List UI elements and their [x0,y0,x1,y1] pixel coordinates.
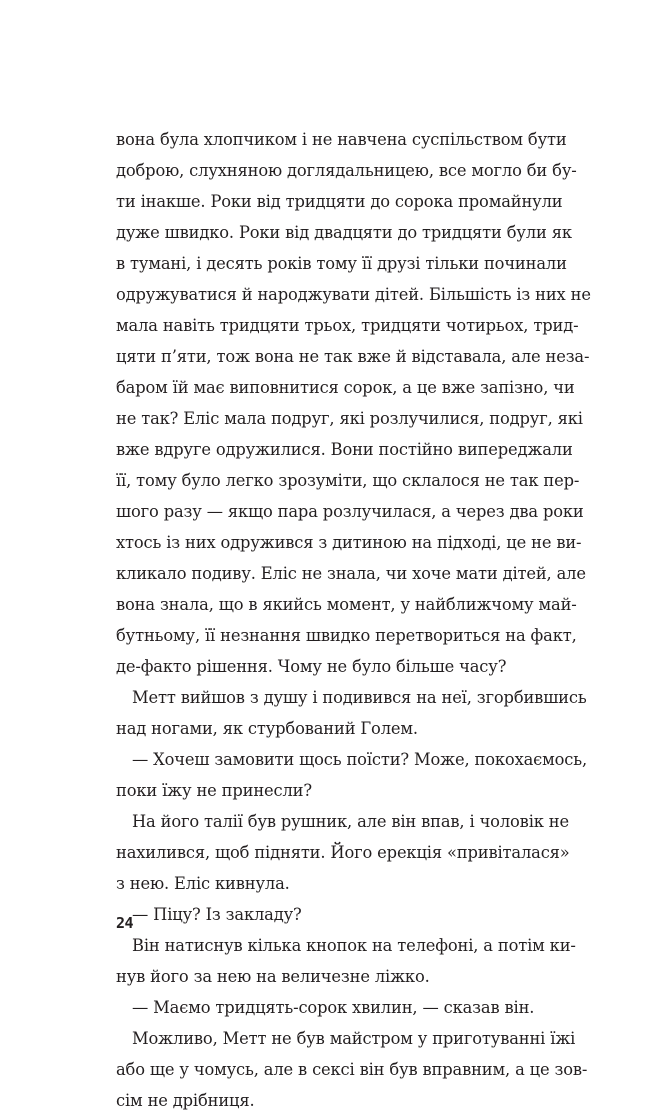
text-line: одружуватися й народжувати дітей. Більшість із них не [116,285,591,304]
text-line: над ногами, як стурбований Голем. [116,719,418,738]
text-line: Він натиснув кілька кнопок на телефоні, а потім ки- [132,936,576,955]
text-line: Можливо, Метт не був майстром у приготуванні їжі [132,1029,576,1048]
text-line: де-факто рішення. Чому не було більше часу? [116,657,507,676]
text-line: вона знала, що в якийсь момент, у найближчому май- [116,595,577,614]
text-line: цяти п’яти, тож вона не так вже й відставала, але неза- [116,347,590,366]
text-line: ти інакше. Роки від тридцяти до сорока промайнули [116,192,563,211]
text-line: На його талії був рушник, але він впав, і чоловік не [132,812,569,831]
text-line: кликало подиву. Еліс не знала, чи хоче мати дітей, але [116,564,586,583]
text-line: — Хочеш замовити щось поїсти? Може, покохаємось, [132,750,588,769]
text-line: баром їй має виповнитися сорок, а це вже запізно, чи [116,378,575,397]
text-line: з нею. Еліс кивнула. [116,874,290,893]
body-text [116,124,591,1116]
text-line: доброю, слухняною доглядальницею, все могло би бу- [116,161,577,180]
text-line: нахилився, щоб підняти. Його ерекція «привіталася» [116,843,570,862]
text-line: мала навіть тридцяти трьох, тридцяти чотирьох, трид- [116,316,579,335]
text-line: Метт вийшов з душу і подивився на неї, згорбившись [132,688,587,707]
text-line: сім не дрібниця. [116,1091,255,1110]
text-line: нув його за нею на величезне ліжко. [116,967,430,986]
text-line: дуже швидко. Роки від двадцяти до тридцяти були як [116,223,572,242]
text-line: в тумані, і десять років тому її друзі тільки починали [116,254,567,273]
text-line: поки їжу не принесли? [116,781,312,800]
text-line: не так? Еліс мала подруг, які розлучилися, подруг, які [116,409,583,428]
text-line: вона була хлопчиком і не навчена суспільством бути [116,130,567,149]
text-line: — Маємо тридцять-сорок хвилин, — сказав він. [132,998,535,1017]
text-line: вже вдруге одружилися. Вони постійно випереджали [116,440,573,459]
text-line: — Піцу? Із закладу? [132,905,302,924]
page-number: 24 [116,914,134,932]
text-line: або ще у чомусь, але в сексі він був вправним, а це зов- [116,1060,588,1079]
text-line: шого разу — якщо пара розлучилася, а через два роки [116,502,584,521]
text-line: її, тому було легко зрозуміти, що склалося не так пер- [116,471,580,490]
text-line: бутньому, її незнання швидко перетвориться на факт, [116,626,577,645]
text-line: хтось із них одружився з дитиною на підході, це не ви- [116,533,582,552]
